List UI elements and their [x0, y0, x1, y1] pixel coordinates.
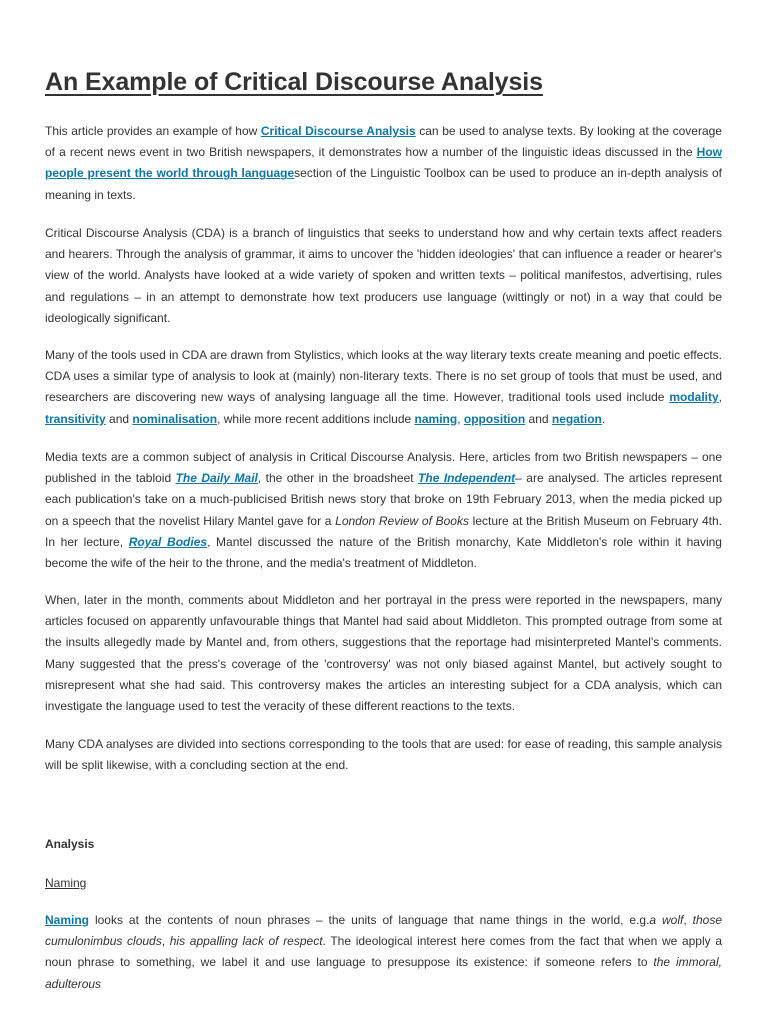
- analysis-heading: Analysis: [45, 837, 95, 851]
- naming-subheading: Naming: [45, 876, 87, 890]
- tools-paragraph: Many of the tools used in CDA are drawn from Stylistics, which looks at the way literary texts create meaning and poetic effects. CDA uses a similar type of analysis to look at (mainly) non-literary texts. There is no set group of tools that must be used, and researchers are discovering new ways of analysing language all the time. However, traditional tools used include modality, transitivity and nominalisation, while more recent additions include naming, opposition and negation.: [45, 348, 722, 426]
- link-naming-definition[interactable]: Naming: [45, 913, 90, 927]
- link-transitivity[interactable]: transitivity: [45, 411, 106, 426]
- link-opposition[interactable]: opposition: [463, 411, 526, 426]
- naming-paragraph: Naming looks at the contents of noun phrases – the units of language that name things in the world, e.g.a wolf, those cumulonimbus clouds, his appalling lack of respect. The ideological interest here comes from the fact that when we apply a noun phrase to something, we label it and use language to presuppose its existence: if someone refers to the immoral, adulterous: [45, 913, 722, 991]
- cda-definition-paragraph: Critical Discourse Analysis (CDA) is a branch of linguistics that seeks to understand how and why certain texts affect readers and hearers. Through the analysis of grammar, it aims to uncover the 'hidden ideologies' that can influence a reader or hearer's view of the world. Analysts have looked at a wide variety of spoken and written texts – political manifestos, advertising, rules and regulations – in an attempt to demonstrate how text producers use language (wittingly or not) in a way that could be ideologically significant.: [45, 226, 722, 325]
- controversy-paragraph: When, later in the month, comments about Middleton and her portrayal in the press were reported in the newspapers, many articles focused on apparently unfavourable things that Mantel had said about Middleton. This prompted outrage from some at the insults allegedly made by Mantel and, from others, suggestions that the reportage had misinterpreted Mantel's comments. Many suggested that the press's coverage of the 'controversy' was not only biased against Mantel, but actively sought to misrepresent what she had said. This controversy makes the articles an interesting subject for a CDA analysis, which can investigate the language used to test the veracity of these different reactions to the texts.: [45, 593, 722, 714]
- link-royal-bodies[interactable]: Royal Bodies: [128, 534, 208, 549]
- link-how-people-present-the-world[interactable]: How people present the world through language: [45, 145, 722, 181]
- link-modality[interactable]: modality: [669, 390, 719, 405]
- media-texts-paragraph: Media texts are a common subject of analysis in Critical Discourse Analysis. Here, articles from two British newspapers – one published in the tabloid The Daily Mail, the other in the broadsheet The Independent– are analysed. The articles represent each publication's take on a much-publicised British news story that broke on 19th February 2013, when the media picked up on a speech that the novelist Hilary Mantel gave for a London Review of Books lecture at the British Museum on February 4th. In her lecture, Royal Bodies, Mantel discussed the nature of the British monarchy, Kate Middleton's role within it having become the wife of the heir to the throne, and the media's treatment of Middleton.: [45, 450, 722, 571]
- intro-paragraph: This article provides an example of how Critical Discourse Analysis can be used to analyse texts. By looking at the coverage of a recent news event in two British newspapers, it demonstrates how a number of the linguistic ideas discussed in the How people present the world through languagesection of the Linguistic Toolbox can be used to produce an in-depth analysis of meaning in texts.: [45, 124, 723, 202]
- sections-paragraph: Many CDA analyses are divided into sections corresponding to the tools that are used: for ease of reading, this sample analysis will be split likewise, with a concluding section at the end.: [45, 737, 722, 773]
- link-critical-discourse-analysis[interactable]: Critical Discourse Analysis: [260, 124, 416, 138]
- link-naming[interactable]: naming: [414, 411, 458, 426]
- link-negation[interactable]: negation: [551, 411, 602, 426]
- link-nominalisation[interactable]: nominalisation: [132, 411, 218, 426]
- page-title: An Example of Critical Discourse Analysis: [45, 68, 543, 96]
- link-the-daily-mail[interactable]: The Daily Mail: [175, 471, 258, 486]
- link-the-independent[interactable]: The Independent: [418, 471, 516, 486]
